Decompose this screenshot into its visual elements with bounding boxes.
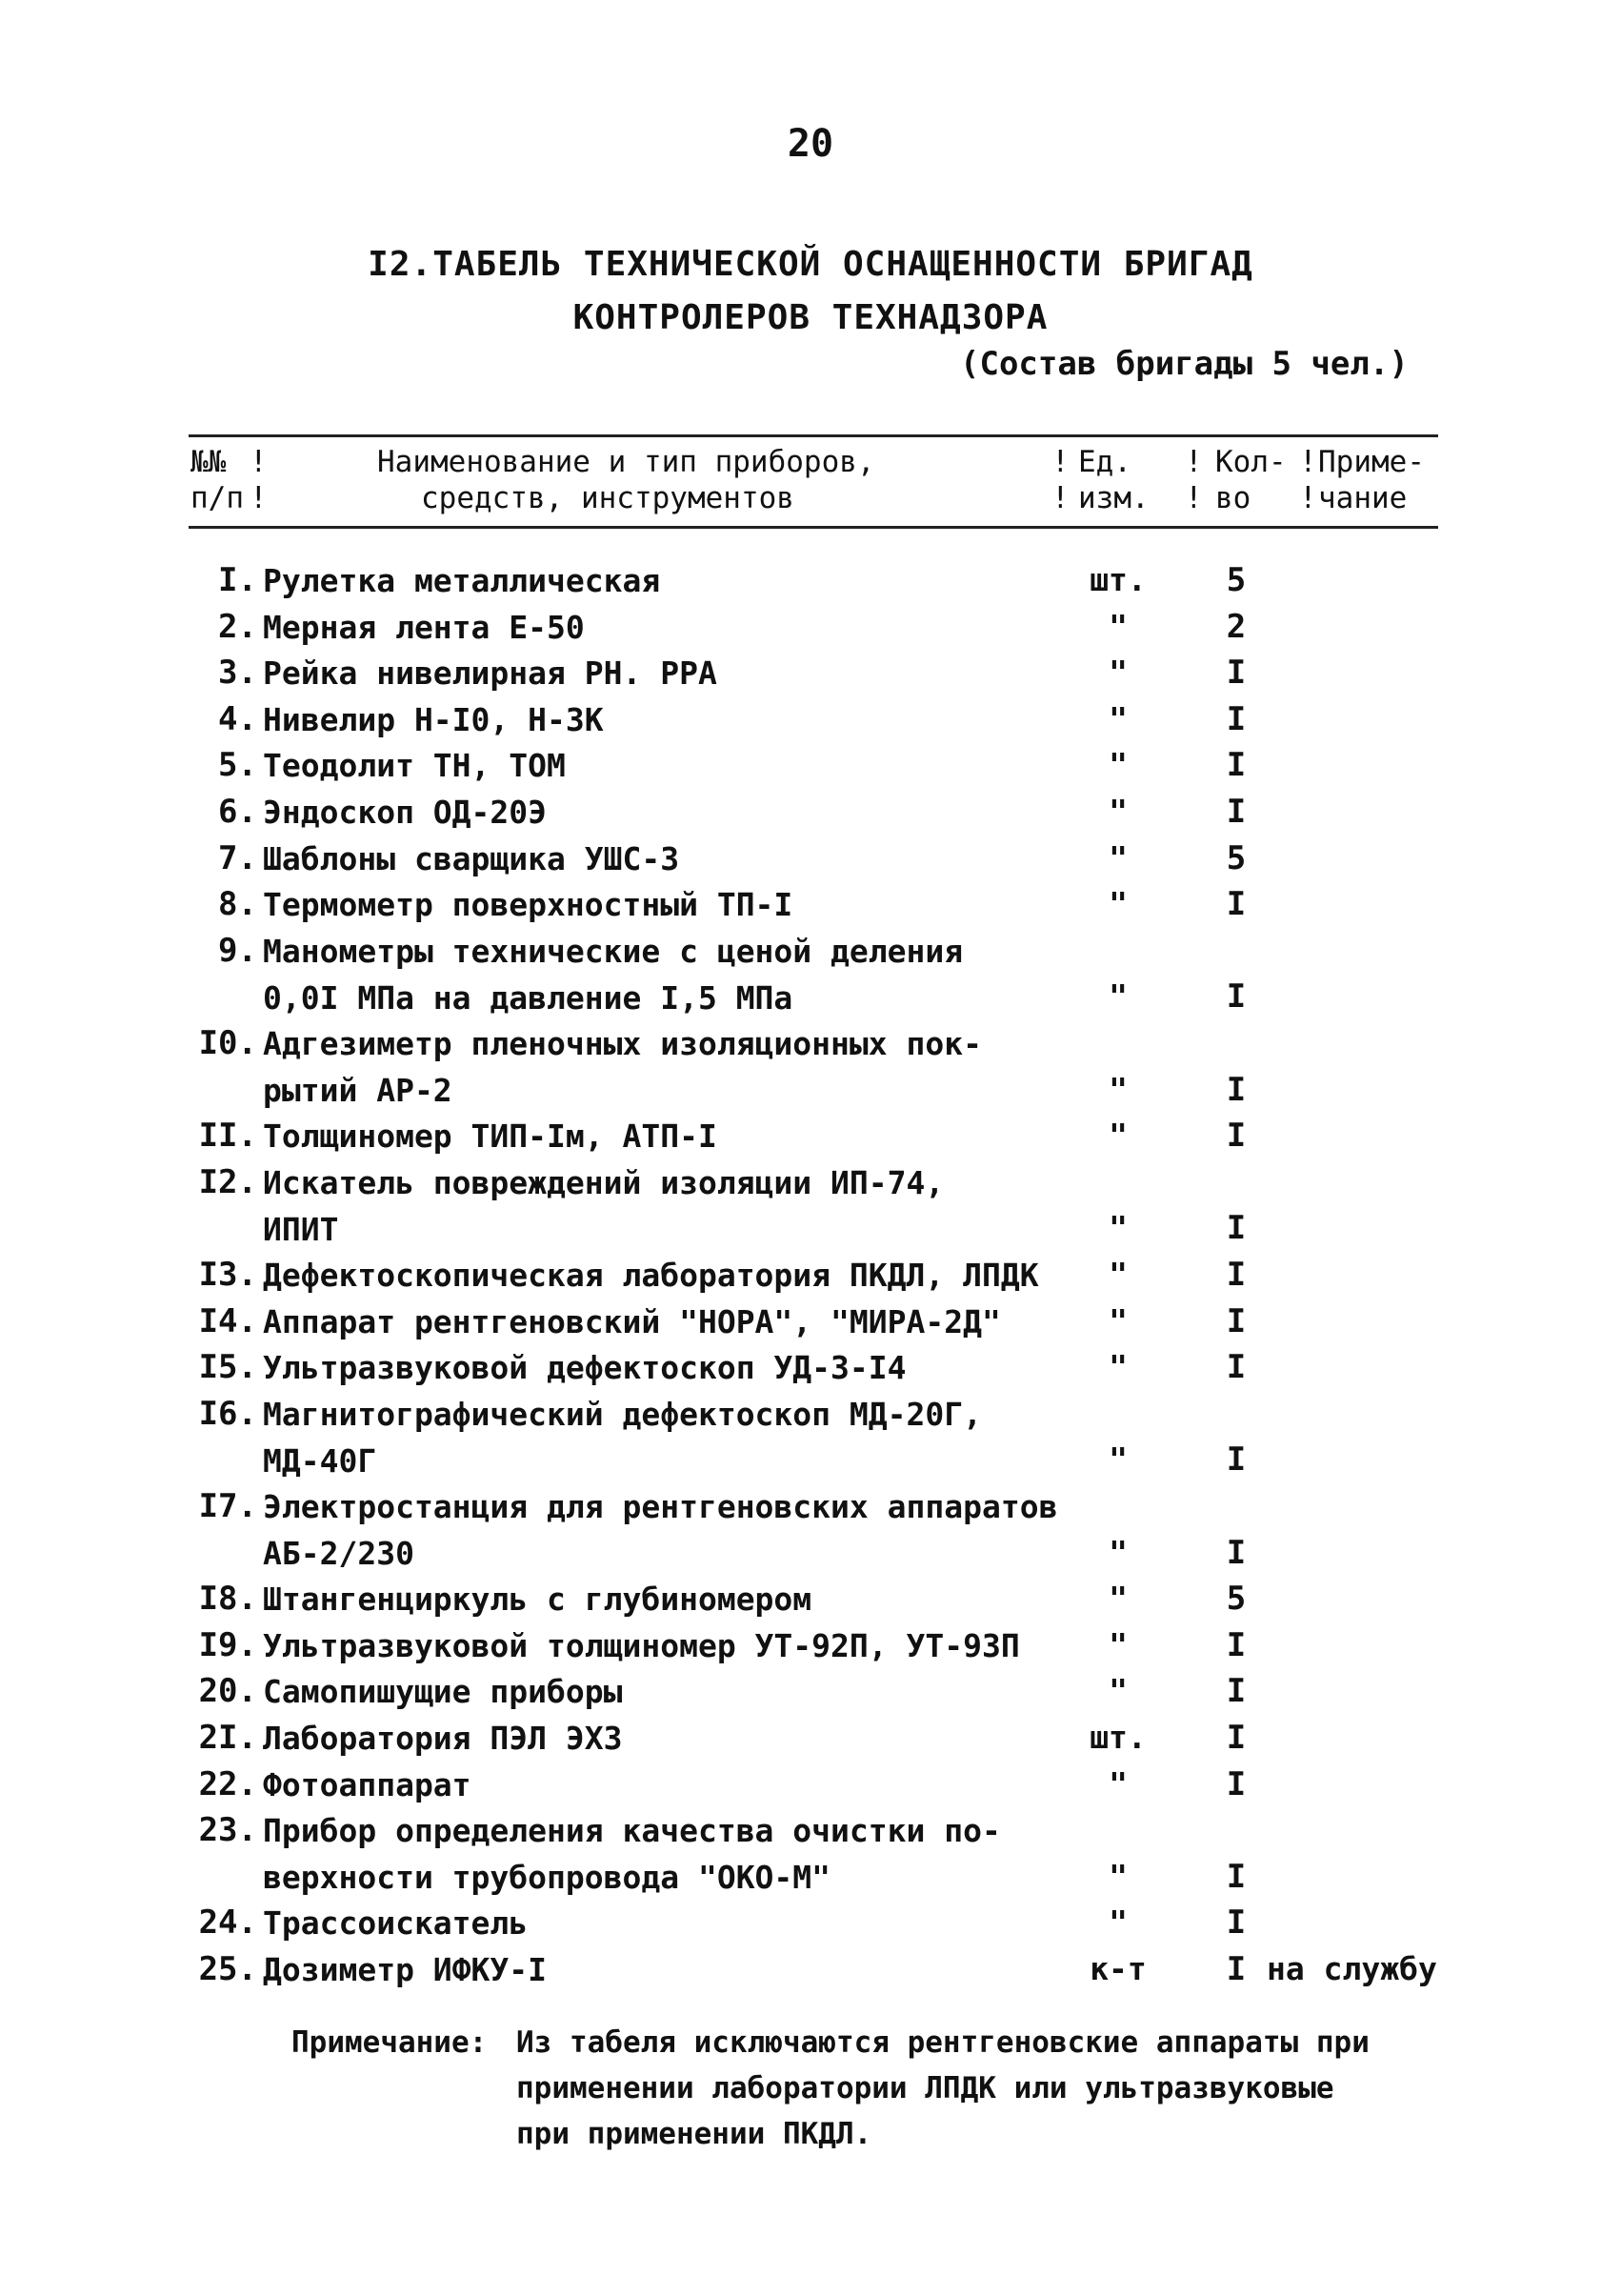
row-number: I3. (198, 1256, 257, 1294)
row-number: 6. (218, 793, 257, 831)
row-name-line: Нивелир Н-I0, Н-3К (263, 700, 604, 738)
row-unit: " (1109, 1625, 1128, 1663)
row-quantity: 5 (1226, 838, 1247, 877)
row-name (263, 742, 1053, 789)
row-name (263, 1252, 1053, 1299)
row-name-line: Рулетка металлическая (263, 562, 661, 599)
row-number: 22. (198, 1764, 257, 1803)
header-unit: Ед. изм. (1078, 445, 1150, 515)
row-unit: " (1109, 1301, 1128, 1339)
table-row (0, 1622, 1621, 1669)
row-quantity: I (1226, 885, 1247, 924)
row-quantity: I (1226, 1256, 1247, 1294)
row-number: I7. (198, 1487, 257, 1525)
table-row (0, 1946, 1621, 1993)
row-unit: " (1109, 1580, 1128, 1618)
row-name-line: ИПИТ (263, 1210, 339, 1248)
row-name (263, 1483, 1058, 1577)
table-row (0, 928, 1621, 1020)
row-unit: " (1109, 1672, 1128, 1710)
row-unit: к-т (1090, 1950, 1147, 1987)
table-row (0, 557, 1621, 604)
row-name-line: Ультразвуковой толщиномер УТ-92П, УТ-93П (263, 1626, 1020, 1664)
footnote-label: Примечание: (291, 2025, 488, 2060)
header-separator: ! ! (1299, 445, 1317, 515)
row-name-line: Лаборатория ПЭЛ ЭХЗ (263, 1720, 623, 1757)
row-name (263, 1622, 1053, 1669)
row-name-line: Магнитографический дефектоскоп МД-20Г, (263, 1395, 982, 1433)
row-name (263, 1159, 1053, 1253)
row-unit: " (1109, 838, 1128, 876)
row-name (263, 1020, 1053, 1114)
row-unit: " (1109, 977, 1128, 1016)
row-number: 20. (198, 1672, 257, 1711)
row-quantity: I (1226, 1764, 1247, 1803)
row-unit: шт. (1090, 1719, 1147, 1756)
row-unit: " (1109, 1440, 1128, 1479)
row-quantity: 2 (1226, 607, 1247, 646)
row-quantity: I (1226, 1209, 1247, 1248)
row-name-line: Самопишущие приборы (263, 1673, 623, 1711)
header-separator: ! ! (1185, 445, 1203, 515)
header-bottom-rule (189, 526, 1438, 529)
row-quantity: I (1226, 977, 1247, 1017)
row-number: 2I. (198, 1719, 257, 1757)
row-unit: " (1109, 654, 1128, 692)
header-separator: ! ! (1051, 445, 1070, 515)
row-quantity: 5 (1226, 1580, 1247, 1619)
row-number: 24. (198, 1903, 257, 1943)
footnote-line: применении лаборатории ЛПДК или ультразвуковые (516, 2071, 1334, 2105)
row-name (263, 604, 1053, 651)
row-name (263, 789, 1053, 836)
row-name-line: Мерная лента Е-50 (263, 608, 585, 646)
table-row (0, 1900, 1621, 1946)
row-note: на службу (1267, 1950, 1437, 1987)
row-name-line: Прибор определения качества очистки по- (263, 1812, 1001, 1850)
table-row (0, 881, 1621, 928)
row-unit: " (1109, 885, 1128, 923)
row-quantity: I (1226, 1857, 1247, 1896)
row-name (263, 1946, 1053, 1993)
table-row (0, 1113, 1621, 1159)
table-row (0, 650, 1621, 696)
page-number: 20 (787, 122, 834, 166)
table-row (0, 1344, 1621, 1391)
table-row (0, 1576, 1621, 1622)
row-number: 2. (218, 607, 257, 646)
table-row (0, 1391, 1621, 1483)
row-quantity: 5 (1226, 561, 1247, 599)
team-composition: (Состав бригады 5 чел.) (960, 345, 1409, 383)
row-number: I. (218, 561, 257, 599)
row-number: 3. (218, 654, 257, 693)
row-name (263, 1762, 1053, 1808)
row-unit: " (1109, 746, 1128, 784)
row-name-line: Термометр поверхностный ТП-I (263, 886, 793, 924)
row-name (263, 1576, 1053, 1622)
row-number: 7. (218, 838, 257, 877)
row-unit: " (1109, 1209, 1128, 1247)
row-name (263, 1344, 1053, 1391)
row-name-line: МД-40Г (263, 1441, 377, 1480)
row-unit: " (1109, 1256, 1128, 1293)
row-unit: " (1109, 1117, 1128, 1155)
row-name (263, 1299, 1053, 1345)
row-name (263, 1391, 1053, 1484)
row-number: 25. (198, 1950, 257, 1988)
row-number: I0. (198, 1024, 257, 1062)
title-line-2: КОНТРОЛЕРОВ ТЕХНАДЗОРА (572, 298, 1049, 337)
row-quantity: I (1226, 699, 1247, 738)
header-name: Наименование и тип приборов, средств, инструментов (377, 445, 875, 515)
document-title (0, 238, 1621, 345)
table-row (0, 836, 1621, 882)
row-quantity: I (1226, 1625, 1247, 1664)
row-name-line: верхности трубопровода "ОКО-М" (263, 1859, 831, 1897)
row-name (263, 650, 1053, 696)
row-name-line: Теодолит ТН, ТОМ (263, 747, 566, 785)
row-unit: " (1109, 1857, 1128, 1895)
row-number: I2. (198, 1162, 257, 1201)
row-name-line: Электростанция для рентгеновских аппаратов (263, 1488, 1058, 1525)
row-number: I9. (198, 1625, 257, 1664)
table-row (0, 789, 1621, 836)
row-unit: " (1109, 1533, 1128, 1571)
row-unit: " (1109, 1903, 1128, 1942)
row-name-line: Аппарат рентгеновский "НОРА", "МИРА-2Д" (263, 1302, 1001, 1340)
row-name (263, 881, 1053, 928)
table-row (0, 696, 1621, 743)
row-quantity: I (1226, 1672, 1247, 1711)
table-row (0, 1020, 1621, 1113)
row-name-line: АБ-2/230 (263, 1535, 414, 1572)
row-name (263, 836, 1053, 882)
table-row (0, 604, 1621, 651)
row-name-line: рытий АР-2 (263, 1072, 452, 1109)
row-number: 8. (218, 885, 257, 924)
row-unit: " (1109, 1764, 1128, 1803)
row-name-line: Фотоаппарат (263, 1765, 471, 1803)
row-name (263, 557, 1053, 604)
row-name-line: Адгезиметр пленочных изоляционных пок- (263, 1025, 982, 1062)
row-unit: шт. (1090, 561, 1147, 598)
row-number: 23. (198, 1811, 257, 1850)
row-name-line: Ультразвуковой дефектоскоп УД-3-I4 (263, 1349, 907, 1387)
row-name (263, 696, 1053, 743)
row-quantity: I (1226, 1301, 1247, 1340)
header-separator: ! ! (250, 445, 268, 515)
row-name-line: Штангенциркуль с глубиномером (263, 1581, 812, 1619)
header-num: №№ п/п (190, 445, 244, 515)
row-name-line: Дефектоскопическая лаборатория ПКДЛ, ЛПДК (263, 1257, 1039, 1294)
row-quantity: I (1226, 654, 1247, 693)
row-name (263, 1715, 1053, 1762)
row-quantity: I (1226, 1903, 1247, 1943)
row-quantity: I (1226, 1719, 1247, 1757)
row-name (263, 1900, 1053, 1946)
row-name-line: Дозиметр ИФКУ-I (263, 1951, 548, 1988)
row-name-line: Шаблоны сварщика УШС-3 (263, 839, 680, 877)
row-unit: " (1109, 607, 1128, 645)
row-quantity: I (1226, 1117, 1247, 1156)
row-quantity: I (1226, 1950, 1247, 1988)
row-name-line: Трассоискатель (263, 1904, 529, 1943)
row-number: I8. (198, 1580, 257, 1619)
row-number: I6. (198, 1394, 257, 1433)
row-unit: " (1109, 1348, 1128, 1386)
row-unit: " (1109, 1070, 1128, 1108)
row-number: 5. (218, 746, 257, 785)
row-unit: " (1109, 793, 1128, 830)
row-number: I4. (198, 1301, 257, 1340)
table-row (0, 1715, 1621, 1762)
row-name-line: 0,0I МПа на давление I,5 МПа (263, 978, 793, 1017)
header-top-rule (189, 434, 1438, 437)
row-name (263, 1113, 1053, 1159)
table-row (0, 1483, 1621, 1576)
header-note: Приме- чание (1318, 445, 1425, 515)
row-quantity: I (1226, 1348, 1247, 1387)
row-quantity: I (1226, 1440, 1247, 1480)
table-row (0, 1762, 1621, 1808)
footnote-line: при применении ПКДЛ. (516, 2117, 872, 2151)
row-number: 9. (218, 931, 257, 970)
table-row (0, 1159, 1621, 1252)
row-quantity: I (1226, 1533, 1247, 1572)
row-name (263, 1807, 1053, 1901)
row-name (263, 928, 1053, 1021)
row-number: 4. (218, 699, 257, 738)
row-name-line: Толщиномер ТИП-Iм, АТП-I (263, 1118, 717, 1156)
table-row (0, 1668, 1621, 1715)
title-line-1: I2.ТАБЕЛЬ ТЕХНИЧЕСКОЙ ОСНАЩЕННОСТИ БРИГАД (368, 245, 1253, 284)
row-unit: " (1109, 699, 1128, 737)
table-row (0, 1299, 1621, 1345)
row-quantity: I (1226, 793, 1247, 831)
row-name-line: Эндоскоп ОД-20Э (263, 794, 548, 831)
row-name (263, 1668, 1053, 1715)
table-row (0, 1252, 1621, 1299)
row-quantity: I (1226, 746, 1247, 785)
row-name-line: Искатель повреждений изоляции ИП-74, (263, 1163, 945, 1201)
footnote-line: Из табеля исключаются рентгеновские аппараты при (516, 2025, 1370, 2060)
row-name-line: Манометры технические с ценой деления (263, 932, 964, 970)
row-number: II. (198, 1117, 257, 1156)
table-row (0, 742, 1621, 789)
row-quantity: I (1226, 1070, 1247, 1109)
table-row (0, 1807, 1621, 1900)
row-number: I5. (198, 1348, 257, 1387)
row-name-line: Рейка нивелирная РН. РРА (263, 655, 717, 693)
header-qty: Кол- во (1215, 445, 1287, 515)
